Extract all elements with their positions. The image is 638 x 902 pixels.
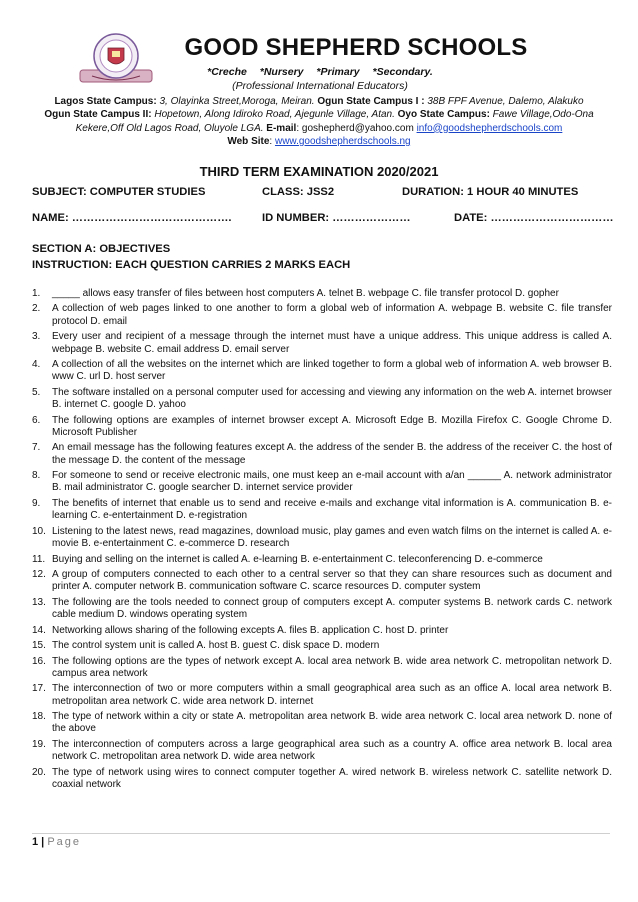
question-text: _____ allows easy transfer of files between host computers A. telnet B. webpage C. file transfer protocol D. gopher (52, 288, 559, 299)
question-number: 2. (32, 303, 41, 315)
email-link[interactable]: info@goodshepherdschools.com (416, 122, 563, 134)
ogun-campus-2-label: Ogun State Campus II: (44, 109, 152, 121)
question-item (32, 359, 612, 384)
campus-addresses (20, 95, 618, 148)
question-item (32, 303, 612, 328)
question-number: 6. (32, 414, 41, 426)
question-number: 7. (32, 442, 41, 454)
exam-title: THIRD TERM EXAMINATION 2020/2021 (199, 164, 439, 179)
question-text: A group of computers connected to each other to a central server so that they can share resources such as document and printer A. computer network B. communication software C. scarce resources D. computer system (52, 569, 612, 593)
oyo-campus-label: Oyo State Campus: (394, 109, 490, 121)
page-word: Page (47, 836, 82, 848)
question-number: 8. (32, 470, 41, 482)
oyo-campus-address: Fawe Village,Odo-Ona Kekere,Off Old Lagos Road, Oluyole LGA. (75, 109, 594, 134)
question-text: Networking allows sharing of the following excepts A. files B. application C. host D. printer (52, 624, 449, 636)
question-list (32, 288, 612, 794)
question-number: 11. (32, 553, 46, 565)
question-item (32, 597, 612, 622)
email-value: : goshepherd@yahoo.com (296, 122, 417, 134)
question-item (32, 331, 612, 356)
footer-divider (32, 833, 610, 834)
page-separator: | (38, 836, 48, 848)
question-item (32, 554, 612, 566)
question-number: 13. (32, 596, 46, 608)
question-text: The interconnection of computers across a large geographical area such as a country A. office area network B. local area network C. metropolitan area network D. wide area network (52, 738, 612, 763)
class-label: CLASS: JSS2 (262, 186, 335, 198)
question-item (32, 288, 612, 300)
ogun-campus-1-address: 38B FPF Avenue, Dalemo, Alakuko (424, 96, 584, 107)
question-text: Listening to the latest news, read magazines, download music, play games and even watch films on the internet is called A. e-movie B. e-entertainment C. e-commerce D. research (52, 525, 612, 550)
school-levels: *Creche *Nursery *Primary *Secondary. (207, 66, 433, 78)
question-text: An email message has the following features except A. the address of the sender B. the address of the receiver C. the host of the message D. the content of the message (52, 442, 612, 466)
question-item (32, 442, 612, 467)
question-number: 12. (32, 569, 46, 580)
question-number: 15. (32, 640, 46, 652)
ogun-campus-1-label: Ogun State Campus I : (314, 96, 425, 107)
question-number: 1. (32, 288, 41, 299)
question-item (32, 415, 612, 440)
question-number: 18. (32, 711, 46, 723)
question-number: 16. (32, 655, 46, 667)
question-text: A collection of all the websites on the internet which are linked together to form a global web of information A. web browser B. www C. url D. host server (52, 359, 612, 383)
question-item (32, 767, 612, 792)
question-text: For someone to send or receive electronic mails, one must keep an e-mail account with a/an ______ A. network administrator B. mail administrator C. google searcher D. internet service provider (52, 470, 612, 494)
question-text: The following options are the types of network except A. local area network B. wide area network C. metropolitan network D. campus area network (52, 655, 612, 679)
question-item (32, 387, 612, 412)
section-title: SECTION A: OBJECTIVES (32, 243, 171, 255)
question-item (32, 526, 612, 551)
page-number: 1 (32, 836, 39, 848)
question-number: 3. (32, 331, 41, 343)
question-text: The control system unit is called A. host B. guest C. disk space D. modern (52, 640, 380, 652)
question-item (32, 656, 612, 681)
question-text: The following options are examples of internet browser except A. Microsoft Edge B. Mozilla Firefox C. Google Chrome D. Microsoft Publisher (52, 414, 612, 438)
question-text: The benefits of internet that enable us to send and receive e-mails and exchange vital information is A. communication B. e-learning C. e-entertainment D. e-registration (52, 497, 612, 522)
question-number: 9. (32, 497, 41, 509)
website-label: Web Site (227, 135, 270, 147)
question-number: 5. (32, 386, 41, 398)
question-item (32, 470, 612, 495)
question-number: 17. (32, 683, 46, 695)
question-item (32, 640, 612, 652)
id-number-field[interactable]: ID NUMBER: ………………… (262, 212, 411, 224)
website-separator: : (269, 135, 275, 147)
question-number: 10. (32, 525, 46, 537)
question-item (32, 569, 612, 594)
question-text: Buying and selling on the internet is called A. e-learning B. e-entertainment C. teleconferencing D. e-commerce (52, 553, 543, 565)
duration-label: DURATION: 1 HOUR 40 MINUTES (402, 186, 579, 198)
question-item (32, 739, 612, 764)
school-crest-icon (78, 30, 154, 86)
question-text: The following are the tools needed to connect group of computers except A. computer systems B. network cards C. network cable medium D. windows operating system (52, 596, 612, 621)
question-number: 14. (32, 624, 46, 636)
question-text: The type of network using wires to connect computer together A. wired network B. wireless network C. satellite network D. coaxial network (52, 766, 612, 790)
question-text: A collection of web pages linked to one another to form a global web of information A. webpage B. website C. file transfer protocol D. email (52, 303, 612, 327)
question-text: The interconnection of two or more computers within a small geographical area such as an office A. local area network B. metropolitan area network C. wide area network D. internet (52, 683, 612, 707)
school-name: GOOD SHEPHERD SCHOOLS (184, 34, 528, 61)
question-number: 19. (32, 738, 46, 750)
email-label: E-mail (263, 122, 297, 134)
page-footer (32, 836, 81, 848)
question-item (32, 625, 612, 637)
question-number: 20. (32, 766, 46, 778)
name-field[interactable]: NAME: ……………………………………. (32, 212, 232, 224)
question-item (32, 498, 612, 523)
question-item (32, 711, 612, 736)
date-field[interactable]: DATE: …………………………… (454, 212, 614, 224)
ogun-campus-2-address: Hopetown, Along Idiroko Road, Ajegunle Village, Atan. (151, 109, 395, 121)
question-text: The type of network within a city or state A. metropolitan area network B. wide area network C. local area network D. none of the above (52, 711, 612, 735)
question-text: The software installed on a personal computer used for accessing and viewing any information on the web A. internet browser B. internet C. google D. yahoo (52, 386, 612, 411)
website-link[interactable]: www.goodshepherdschools.ng (274, 135, 411, 147)
question-number: 4. (32, 359, 41, 371)
lagos-campus-label: Lagos State Campus: (54, 96, 157, 107)
question-item (32, 683, 612, 708)
section-instruction: INSTRUCTION: EACH QUESTION CARRIES 2 MARKS EACH (32, 259, 351, 271)
school-tagline: (Professional International Educators) (232, 80, 408, 92)
subject-label: SUBJECT: COMPUTER STUDIES (32, 186, 206, 198)
lagos-campus-address: 3, Olayinka Street,Moroga, Meiran. (156, 96, 315, 107)
question-text: Every user and recipient of a message through the internet must have a unique address. This unique address is called A. webpage B. website C. email address D. email server (52, 331, 612, 355)
